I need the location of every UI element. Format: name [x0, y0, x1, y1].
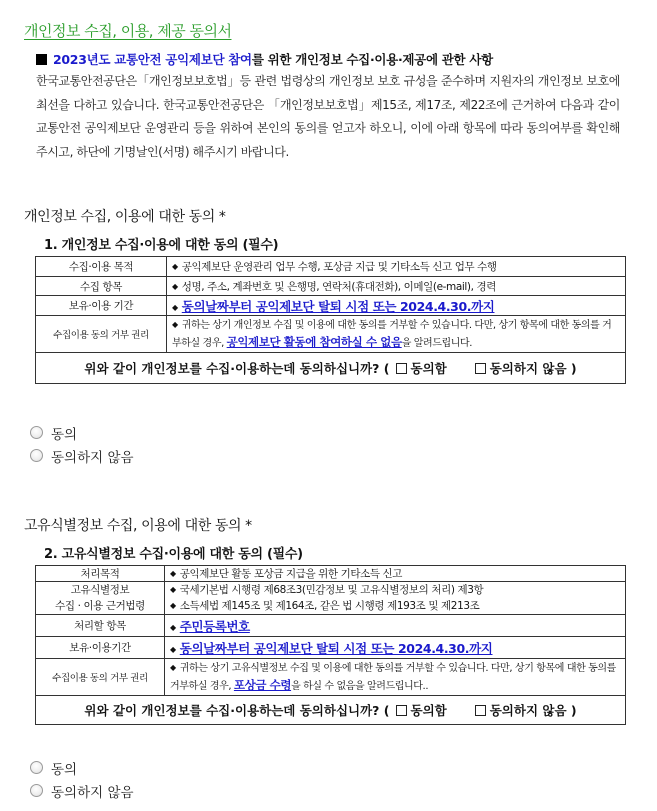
row-content: ◆ 성명, 주소, 계좌번호 및 은행명, 연락처(휴대전화), 이메일(e-mail), 경력 — [167, 277, 626, 296]
row-content — [165, 637, 626, 659]
section2-radio-group — [30, 756, 134, 802]
radio-button[interactable] — [30, 426, 43, 439]
row-content: ◆ 공익제보단 운영관리 업무 수행, 포상금 지급 및 기타소득 신고 업무 수행 — [167, 257, 626, 277]
checkbox-agree-icon — [396, 705, 407, 716]
row-content: ◆ 귀하는 상기 개인정보 수집 및 이용에 대한 동의를 거부할 수 있습니다. 다만, 상기 항목에 대한 동의를 거부하실 경우, 공익제보단 활동에 참여하실 수 없음을 알려드립니다. — [167, 316, 626, 353]
row-label: 보유·이용 기간 — [36, 296, 167, 316]
radio-option-disagree[interactable] — [30, 779, 134, 802]
consent-question: 위와 같이 개인정보를 수집·이용하는데 동의하십니까? ( 동의함 동의하지 않음 ) — [36, 696, 626, 725]
diamond-bullet-icon: ◆ — [172, 320, 178, 329]
table-row — [36, 277, 626, 296]
required-mark: * — [245, 518, 252, 534]
refusal-consequence: 공익제보단 활동에 참여하실 수 없음 — [226, 335, 402, 349]
diamond-bullet-icon: ◆ — [170, 622, 176, 632]
section2-title-text: 고유식별정보 수집, 이용에 대한 동의 — [24, 518, 242, 534]
row-label: 보유·이용기간 — [36, 637, 165, 659]
table-row — [36, 316, 626, 353]
processed-item: 주민등록번호 — [179, 618, 250, 634]
notice-body: 한국교통안전공단은「개인정보보호법」등 관련 법령상의 개인정보 보호 규성을 준수하며 지원자의 개인정보 보호에 최선을 다하고 있습니다. 한국교통안전공단은 「개인정보보호법」제15조, 제17조, 제22조에 근거하여 다음과 같이 교통안전 공익제보단 운영관리 등을 위하여 본인의 동의를 얻고자 하오니, 이에 아래 항목에 따라 동의여부를 확인해주시고, 하단에 기명날인(서명) 해주시기 바랍니다. — [36, 74, 620, 159]
section1-title-text: 개인정보 수집, 이용에 대한 동의 — [24, 209, 215, 225]
radio-label[interactable]: 동의 — [51, 761, 78, 778]
document-title: 개인정보 수집, 이용, 제공 동의서 — [24, 22, 232, 40]
row-label: 고유식별정보 수집 · 이용 근거법령 — [36, 582, 165, 615]
radio-label[interactable]: 동의 — [51, 426, 78, 443]
table-row — [36, 566, 626, 582]
radio-option-agree[interactable] — [30, 421, 134, 444]
row-content: ◆ 국세기본법 시행령 제68조3(민감정보 및 고유식별정보의 처리) 제3항 ◆ 소득세법 제145조 및 제164조, 같은 법 시행령 제193조 및 제213조 — [165, 582, 626, 615]
diamond-bullet-icon: ◆ — [170, 601, 176, 610]
diamond-bullet-icon: ◆ — [172, 262, 178, 271]
required-mark: * — [218, 209, 226, 225]
square-bullet-icon — [36, 54, 47, 65]
diamond-bullet-icon: ◆ — [170, 663, 176, 672]
row-content: ◆ 귀하는 상기 고유식별정보 수집 및 이용에 대한 동의를 거부할 수 있습니다. 다만, 상기 항목에 대한 동의를 거부하실 경우, 포상금 수령을 하실 수 없음을 알려드립니다.. — [165, 659, 626, 696]
radio-label[interactable]: 동의하지 않음 — [51, 784, 134, 801]
notice-heading-emphasis: 2023년도 교통안전 공익제보단 참여 — [53, 52, 252, 67]
diamond-bullet-icon: ◆ — [170, 585, 176, 594]
row-label: 수집 항목 — [36, 277, 167, 296]
section2-consent-table — [35, 565, 626, 725]
checkbox-agree-icon — [396, 363, 407, 374]
row-label: 수집이용 동의 거부 권리 — [36, 659, 165, 696]
row-content — [165, 615, 626, 637]
diamond-bullet-icon: ◆ — [172, 281, 178, 291]
section2-subtitle: 2. 고유식별정보 수집·이용에 대한 동의 (필수) — [44, 547, 303, 562]
consent-question: 위와 같이 개인정보를 수집·이용하는데 동의하십니까? ( 동의함 동의하지 않음 ) — [36, 353, 626, 384]
refusal-consequence: 포상금 수령 — [233, 678, 292, 692]
checkbox-disagree-icon — [475, 363, 486, 374]
section1-subtitle: 1. 개인정보 수집·이용에 대한 동의 (필수) — [44, 238, 279, 253]
diamond-bullet-icon: ◆ — [170, 569, 176, 578]
section1-title — [24, 206, 225, 226]
radio-label[interactable]: 동의하지 않음 — [51, 449, 134, 466]
row-label: 수집·이용 목적 — [36, 257, 167, 277]
diamond-bullet-icon: ◆ — [170, 644, 176, 654]
retention-period: 동의날짜부터 공익제보단 탈퇴 시점 또는 2024.4.30.까지 — [181, 298, 495, 314]
table-row — [36, 659, 626, 696]
notice-heading-text: 를 위한 개인정보 수집·이용·제공에 관한 사항 — [251, 52, 493, 67]
notice-heading — [36, 50, 493, 68]
retention-period: 동의날짜부터 공익제보단 탈퇴 시점 또는 2024.4.30.까지 — [179, 640, 493, 656]
table-row — [36, 296, 626, 316]
section1-radio-group — [30, 421, 134, 467]
row-label: 수집이용 동의 거부 권리 — [36, 316, 167, 353]
section1-consent-table — [35, 256, 626, 384]
consent-question-row — [36, 353, 626, 384]
radio-button[interactable] — [30, 761, 43, 774]
radio-button[interactable] — [30, 449, 43, 462]
row-content: ◆ 공익제보단 활동 포상금 지급을 위한 기타소득 신고 — [165, 566, 626, 582]
section2-title — [24, 515, 252, 535]
table-row — [36, 257, 626, 277]
row-label: 처리할 항목 — [36, 615, 165, 637]
row-label: 처리목적 — [36, 566, 165, 582]
diamond-bullet-icon: ◆ — [172, 302, 178, 312]
radio-option-disagree[interactable] — [30, 444, 134, 467]
row-content — [167, 296, 626, 316]
radio-option-agree[interactable] — [30, 756, 134, 779]
table-row — [36, 615, 626, 637]
radio-button[interactable] — [30, 784, 43, 797]
table-row — [36, 582, 626, 615]
checkbox-disagree-icon — [475, 705, 486, 716]
table-row — [36, 637, 626, 659]
consent-question-row — [36, 696, 626, 725]
